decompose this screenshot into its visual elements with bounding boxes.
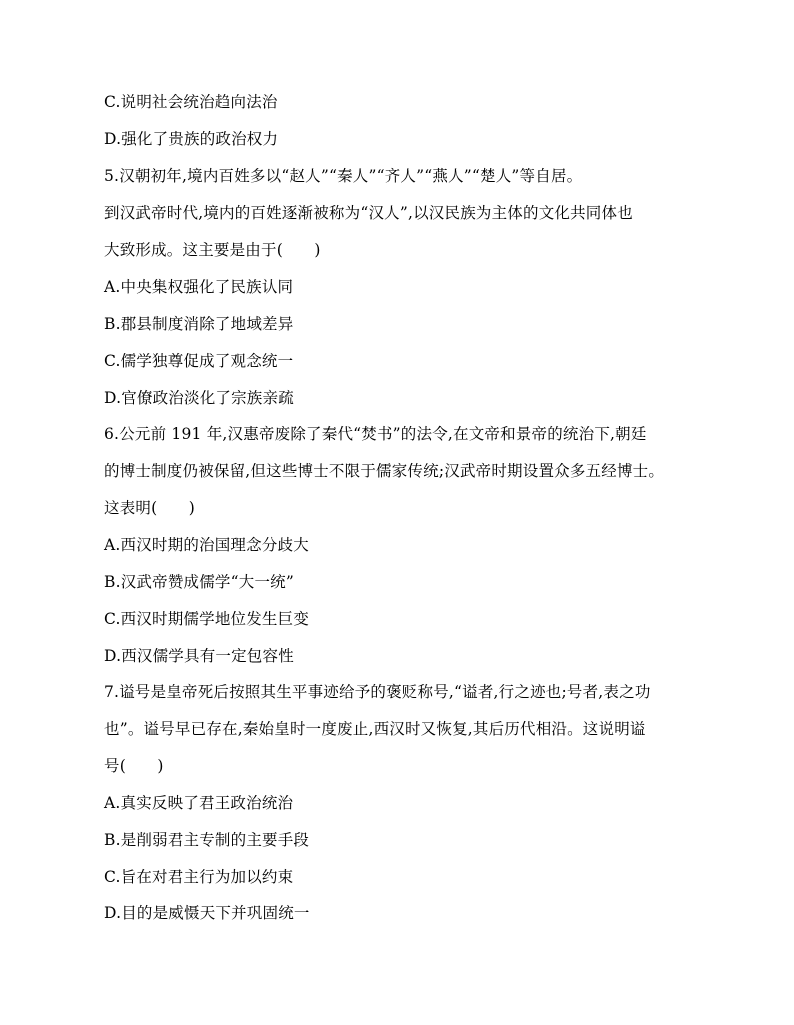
question-7-stem-line-3: 号( ) (104, 757, 164, 775)
question-7-option-d: D.目的是威慑天下并巩固统一 (104, 904, 310, 922)
prev-option-c: C.说明社会统治趋向法治 (104, 93, 278, 111)
question-5-stem-line-2: 到汉武帝时代,境内的百姓逐渐被称为“汉人”,以汉民族为主体的文化共同体也 (104, 204, 633, 222)
question-5-option-c: C.儒学独尊促成了观念统一 (104, 352, 294, 370)
question-6-stem-line-2: 的博士制度仍被保留,但这些博士不限于儒家传统;汉武帝时期设置众多五经博士。 (104, 462, 665, 480)
question-5-option-a: A.中央集权强化了民族认同 (104, 278, 294, 296)
question-5-option-d: D.官僚政治淡化了宗族亲疏 (104, 389, 294, 407)
prev-option-d: D.强化了贵族的政治权力 (104, 130, 279, 148)
question-6-stem-line-3: 这表明( ) (104, 499, 195, 517)
question-6-option-d: D.西汉儒学具有一定包容性 (104, 647, 294, 665)
question-5-option-b: B.郡县制度消除了地域差异 (104, 315, 294, 333)
question-7-option-c: C.旨在对君主行为加以约束 (104, 868, 294, 886)
question-7-option-a: A.真实反映了君王政治统治 (104, 794, 294, 812)
question-6-stem-line-1: 6.公元前 191 年,汉惠帝废除了秦代“焚书”的法令,在文帝和景帝的统治下,朝廷 (104, 425, 647, 443)
question-6-option-a: A.西汉时期的治国理念分歧大 (104, 536, 309, 554)
question-7-option-b: B.是削弱君主专制的主要手段 (104, 831, 310, 849)
question-7-stem-line-1: 7.谥号是皇帝死后按照其生平事迹给予的褒贬称号,“谥者,行之迹也;号者,表之功 (104, 683, 651, 701)
question-5-stem-line-1: 5.汉朝初年,境内百姓多以“赵人”“秦人”“齐人”“燕人”“楚人”等自居。 (104, 167, 583, 185)
question-5-stem-line-3: 大致形成。这主要是由于( ) (104, 241, 321, 259)
question-6-option-b: B.汉武帝赞成儒学“大一统” (104, 573, 294, 591)
question-7-stem-line-2: 也”。谥号早已存在,秦始皇时一度废止,西汉时又恢复,其后历代相沿。这说明谥 (104, 720, 646, 738)
question-6-option-c: C.西汉时期儒学地位发生巨变 (104, 610, 310, 628)
